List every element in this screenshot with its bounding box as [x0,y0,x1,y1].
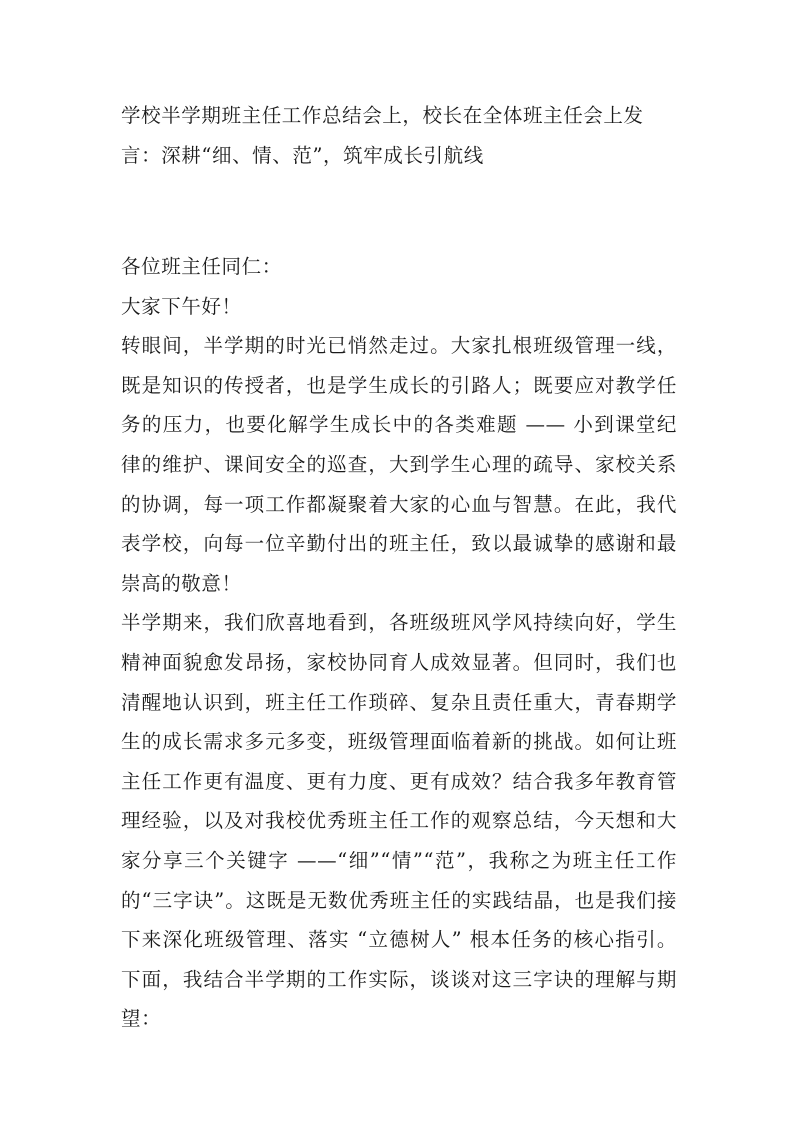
document-title: 学校半学期班主任工作总结会上，校长在全体班主任会上发言：深耕“细、情、范”，筑牢成长引航线 [121,104,644,167]
greeting: 大家下午好！ [121,294,242,318]
title-spacer [121,176,677,247]
salutation: 各位班主任同仁： [121,255,282,278]
document-page [121,96,677,1039]
body-paragraph-2: 半学期来，我们欣喜地看到，各班级班风学风持续向好，学生精神面貌愈发昂扬，家校协同育人成效显著。但同时，我们也清醒地认识到，班主任工作琐碎、复杂且责任重大，青春期学生的成长需求多元多变，班级管理面临着新的挑战。如何让班主任工作更有温度、更有力度、更有成效？结合我多年教育管理经验，以及对我校优秀班主任工作的观察总结，今天想和大家分享三个关键字 ——“细”“情”“范”，我称之为班主任工作的“三字诀”。这既是无数优秀班主任的实践结晶，也是我们接下来深化班级管理、落实 “立德树人” 根本任务的核心指引。下面，我结合半学期的工作实际，谈谈对这三字诀的理解与期望： [121,611,677,1031]
body-paragraph-1: 转眼间，半学期的时光已悄然走过。大家扎根班级管理一线，既是知识的传授者，也是学生成长的引路人；既要应对教学任务的压力，也要化解学生成长中的各类难题 —— 小到课堂纪律的维护、课间安全的巡查，大到学生心理的疏导、家校关系的协调，每一项工作都凝聚着大家的心血与智慧。在此，我代表学校，向每一位辛勤付出的班主任，致以最诚挚的感谢和最崇高的敬意！ [121,334,677,595]
